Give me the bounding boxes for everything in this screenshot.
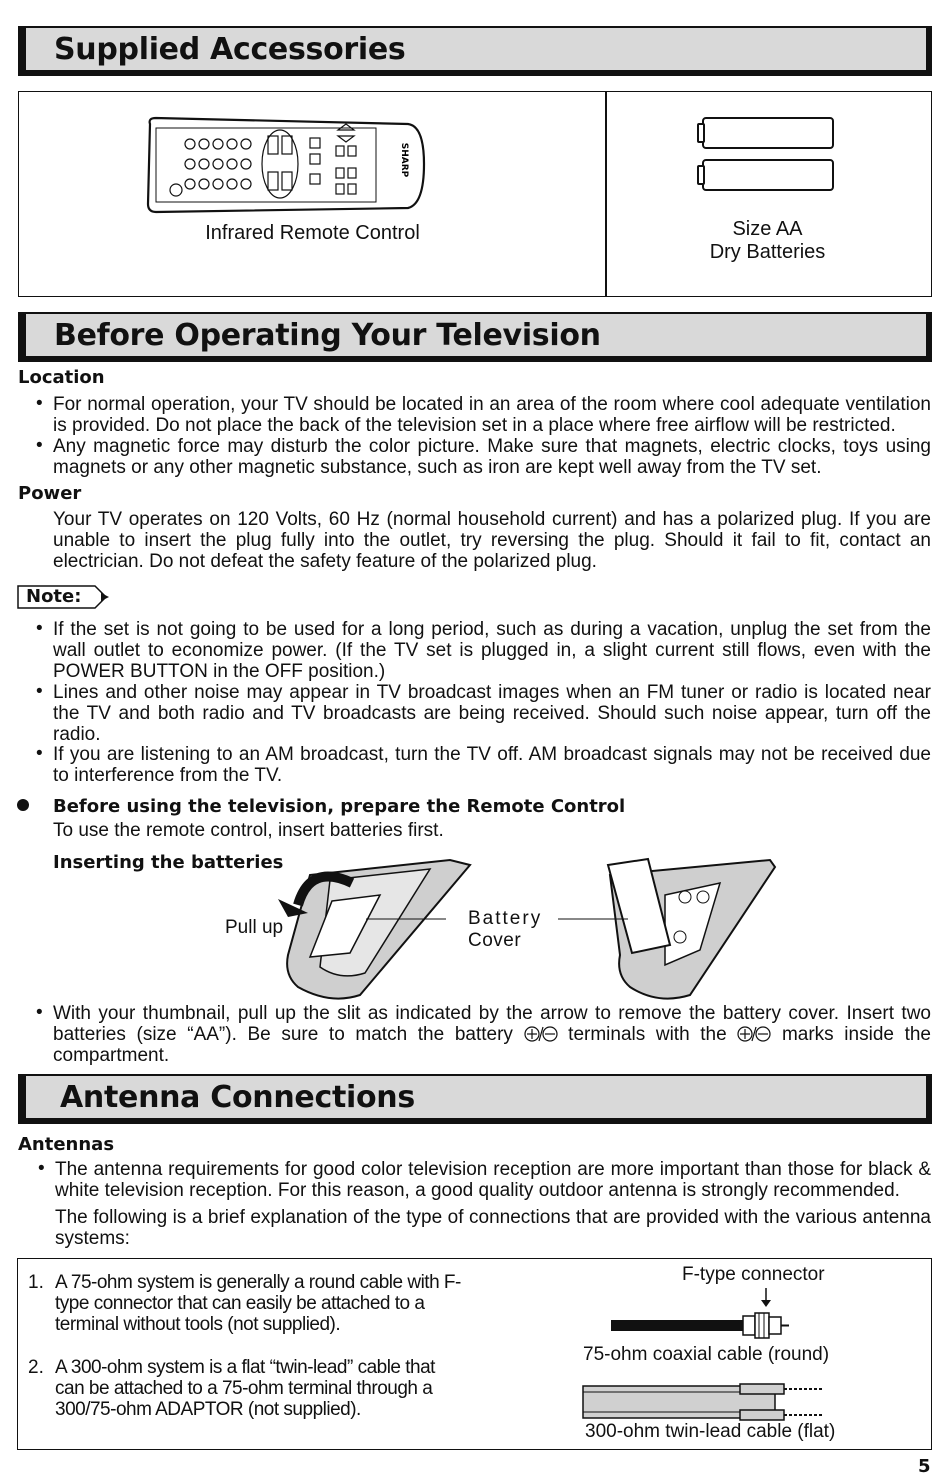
note-bullet-2: Lines and other noise may appear in TV broadcast images when an FM tuner or radio is located near the TV and both radio and TV broadcasts are being received. Should such noise appear, turn off the radio. [53, 682, 931, 745]
thumbnail-instruction [53, 1003, 931, 1066]
inserting-heading: Inserting the batteries [53, 852, 284, 873]
item-2-text: A 300-ohm system is a flat “twin-lead” cable that can be attached to a 75-ohm terminal through a 300/75-ohm ADAPTOR (not supplied). [55, 1357, 435, 1420]
battery-caption-line-1: Size AA [732, 218, 803, 240]
f-type-connector-label: F-type connector [682, 1264, 825, 1285]
note-label: Note: [26, 586, 82, 607]
plus-minus-icon [524, 1025, 558, 1043]
section-title: Before Operating Your Television [54, 318, 601, 353]
supplied-accessories-banner [18, 26, 932, 76]
thumb-text-3: marks inside the compartment. [53, 1024, 931, 1066]
location-bullet-2: Any magnetic force may disturb the color picture. Make sure that magnets, electric clocks, toys using magnets or any other magnetic substance, such as iron are kept well away from the TV set. [53, 436, 931, 478]
antenna-follow-text: The following is a brief explanation of the type of connections that are provided with the various antenna systems: [55, 1207, 931, 1249]
item-1-text: A 75-ohm system is generally a round cable with F-type connector that can easily be attached to a terminal without tools (not supplied). [55, 1272, 461, 1335]
remote-control-illustration [140, 114, 430, 216]
location-heading: Location [18, 367, 105, 388]
thumb-text-1: With your thumbnail, pull up the slit as indicated by the arrow to remove the battery cover. Insert two batteries (size “AA”). Be sure to match the battery [53, 1003, 931, 1045]
bullet-dot: • [36, 1002, 43, 1023]
antennas-heading: Antennas [18, 1134, 115, 1155]
note-bullet-3: If you are listening to an AM broadcast, turn the TV off. AM broadcast signals may not be received due to interference from the TV. [53, 744, 931, 786]
remote-caption: Infrared Remote Control [205, 222, 420, 244]
antenna-bullet-1: The antenna requirements for good color television reception are more important than those for black & white television reception. For this reason, a good quality outdoor antenna is strongly recommended. [55, 1159, 931, 1201]
bullet-dot: • [36, 681, 43, 702]
pull-up-label: Pull up [225, 917, 284, 938]
prepare-text: To use the remote control, insert batteries first. [53, 820, 444, 841]
plus-minus-icon [737, 1025, 771, 1043]
power-heading: Power [18, 483, 82, 504]
bullet-dot: • [36, 393, 43, 414]
bullet-dot: • [36, 743, 43, 764]
bullet-dot: • [38, 1158, 45, 1179]
section-title: Antenna Connections [60, 1080, 415, 1115]
twin-lead-cable-illustration [580, 1380, 828, 1424]
bullet-dot: • [36, 618, 43, 639]
antenna-connections-banner [18, 1074, 932, 1124]
thumb-text-2: terminals with the [557, 1024, 738, 1045]
item-1-number: 1. [28, 1272, 44, 1293]
page-number: 5 [918, 1456, 931, 1477]
bullet-dot: • [36, 435, 43, 456]
before-operating-banner [18, 312, 932, 362]
coax-cable-label: 75-ohm coaxial cable (round) [583, 1344, 830, 1365]
box-divider [605, 92, 607, 296]
battery-cover-label [468, 908, 542, 952]
remote-brand-text: SHARP [399, 142, 409, 178]
prepare-heading: Before using the television, prepare the Remote Control [53, 796, 626, 817]
batteries-illustration [695, 114, 841, 196]
twin-lead-cable-label: 300-ohm twin-lead cable (flat) [585, 1421, 836, 1442]
note-bullet-1: If the set is not going to be used for a long period, such as during a vacation, unplug the set from the wall outlet to economize power. (If the TV set is plugged in, a slight current still flows, even with the POWER BUTTON in the OFF position.) [53, 619, 931, 682]
power-text: Your TV operates on 120 Volts, 60 Hz (normal household current) and has a polarized plug. If you are unable to insert the plug fully into the outlet, try reversing the plug. Should it fail to fit, contact an electrician. Do not defeat the safety feature of the polarized plug. [53, 509, 931, 572]
battery-caption [660, 218, 875, 264]
solid-bullet-icon [17, 799, 29, 811]
battery-cover-line-1: Battery [468, 908, 543, 929]
coaxial-cable-illustration [605, 1286, 805, 1342]
item-2-number: 2. [28, 1357, 44, 1378]
location-bullet-1: For normal operation, your TV should be located in an area of the room where cool adequate ventilation is provided. Do not place the back of the television set in a place where free airflow will be restricted. [53, 394, 931, 436]
section-title: Supplied Accessories [54, 32, 406, 67]
battery-caption-line-2: Dry Batteries [709, 241, 826, 263]
battery-cover-line-2: Cover [468, 930, 522, 951]
